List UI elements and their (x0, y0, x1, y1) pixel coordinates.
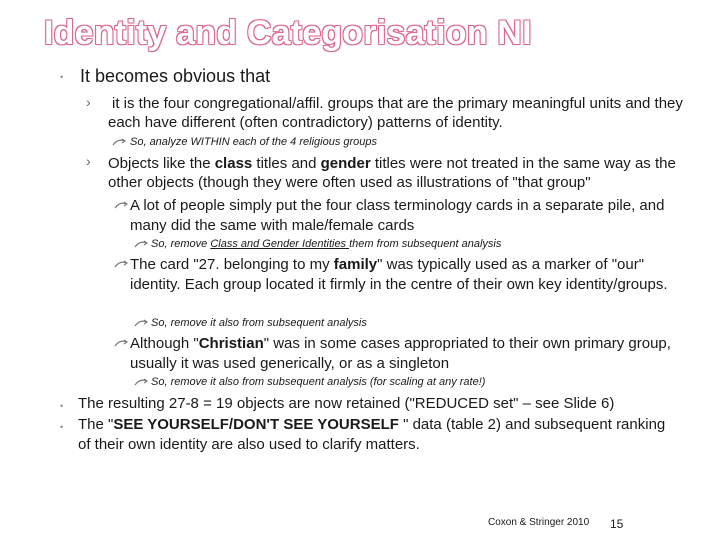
text-span: them from subsequent analysis (349, 238, 502, 250)
text-span: The card "27. belonging to my (130, 256, 334, 273)
bullet-1-2-3-1: So, remove it also from subsequent analysis (for scaling at any rate!) (151, 376, 486, 388)
bullet-1-2-2 (130, 255, 698, 294)
bullet-1-1 (108, 94, 693, 132)
arrow-swoosh-icon (134, 239, 148, 249)
bold-see-yourself: SEE YOURSELF/DON'T SEE YOURSELF (113, 416, 399, 433)
bullet-1-2-3 (130, 334, 690, 373)
text-span: " was in some cases appropriated to their own primary group, usually it was used generically, or as a singleton (130, 335, 671, 372)
page-number: 15 (610, 517, 624, 531)
bold-christian: Christian (198, 335, 264, 352)
bullet-dot: • (60, 422, 64, 432)
chevron-right-icon: › (86, 94, 91, 110)
chevron-right-icon: › (86, 153, 91, 169)
bullet-2: The resulting 27-8 = 19 objects are now retained ("REDUCED set" – see Slide 6) (78, 395, 615, 412)
bold-gender: gender (320, 155, 371, 172)
arrow-swoosh-icon (112, 137, 126, 147)
bullet-3 (78, 415, 678, 455)
text-span: So, remove (151, 238, 211, 250)
bullet-1-2-2-1: So, remove it also from subsequent analysis (151, 317, 367, 329)
bullet-1-1-text: it is the four congregational/affil. groups that are the primary meaningful units and they each have different (often contradictory) patterns of identity. (108, 95, 683, 131)
bullet-1-1-1: So, analyze WITHIN each of the 4 religious groups (130, 136, 378, 148)
text-span: titles and (252, 155, 321, 172)
text-span: " was typically used as a marker of "our" identity. Each group located it firmly in the centre of their own key identity/groups. (130, 256, 668, 293)
bullet-1: It becomes obvious that (80, 66, 271, 86)
arrow-swoosh-icon (114, 338, 128, 348)
text-span: titles were not treated in the same way as the other objects (though they were often used as illustrations of "that group" (108, 155, 676, 191)
bold-family: family (333, 256, 378, 273)
arrow-swoosh-icon (114, 259, 128, 269)
arrow-swoosh-icon (114, 200, 128, 210)
slide-title: Identity and Categorisation NI (44, 14, 532, 52)
footer-credit: Coxon & Stringer 2010 (488, 517, 590, 528)
bullet-1-2 (108, 154, 693, 192)
text-span: The " (78, 416, 114, 433)
text-span: Objects like the (108, 155, 215, 172)
bold-class: class (214, 155, 253, 172)
bullet-1-2-1: A lot of people simply put the four class terminology cards in a separate pile, and many did the same with male/female cards (130, 197, 665, 234)
bullet-dot: • (60, 401, 64, 411)
arrow-swoosh-icon (134, 318, 148, 328)
underlined-text: Class and Gender Identities (210, 238, 350, 250)
text-span: " data (table 2) and subsequent ranking of their own identity are also used to clarify matters. (78, 416, 666, 453)
bullet-1-2-1-1 (151, 237, 501, 251)
bullet-dot: • (60, 72, 64, 82)
text-span: Although " (130, 335, 199, 352)
arrow-swoosh-icon (134, 377, 148, 387)
